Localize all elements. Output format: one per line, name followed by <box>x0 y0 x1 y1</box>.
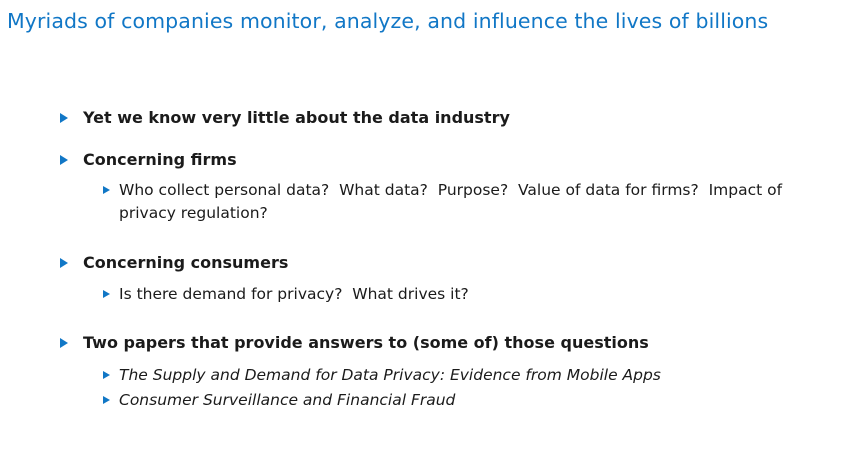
sub-bullet-text: Who collect personal data? What data? Purpose? Value of data for firms? Impact of privacy regulation? <box>119 181 787 222</box>
sub-bullet-text: Is there demand for privacy? What drives it? <box>119 285 469 303</box>
paper-title-text: The Supply and Demand for Data Privacy: Evidence from Mobile Apps <box>119 366 661 384</box>
sub-bullet-item-paper-mobile-apps <box>103 364 865 387</box>
triangle-bullet-icon <box>60 155 68 165</box>
triangle-bullet-icon <box>60 258 68 268</box>
slide-title: Myriads of companies monitor, analyze, and influence the lives of billions <box>7 9 769 33</box>
sub-bullet-item-paper-financial-fraud <box>103 389 865 412</box>
bullet-text: Concerning firms <box>83 150 237 169</box>
triangle-bullet-icon <box>103 371 110 379</box>
bullet-text: Concerning consumers <box>83 253 289 272</box>
slide-body <box>0 36 865 412</box>
sub-bullet-item-consumer-questions <box>103 283 865 306</box>
sub-bullet-item-firms-questions <box>103 179 865 225</box>
bullet-item-concerning-consumers <box>60 253 865 273</box>
triangle-bullet-icon <box>60 338 68 348</box>
bullet-item-data-industry <box>60 108 865 128</box>
triangle-bullet-icon <box>103 290 110 298</box>
triangle-bullet-icon <box>103 186 110 194</box>
bullet-item-two-papers <box>60 333 865 353</box>
bullet-text: Two papers that provide answers to (some of) those questions <box>83 333 649 352</box>
triangle-bullet-icon <box>60 113 68 123</box>
bullet-item-concerning-firms <box>60 150 865 170</box>
triangle-bullet-icon <box>103 396 110 404</box>
bullet-text: Yet we know very little about the data industry <box>83 108 510 127</box>
paper-title-text: Consumer Surveillance and Financial Fraud <box>119 391 456 409</box>
